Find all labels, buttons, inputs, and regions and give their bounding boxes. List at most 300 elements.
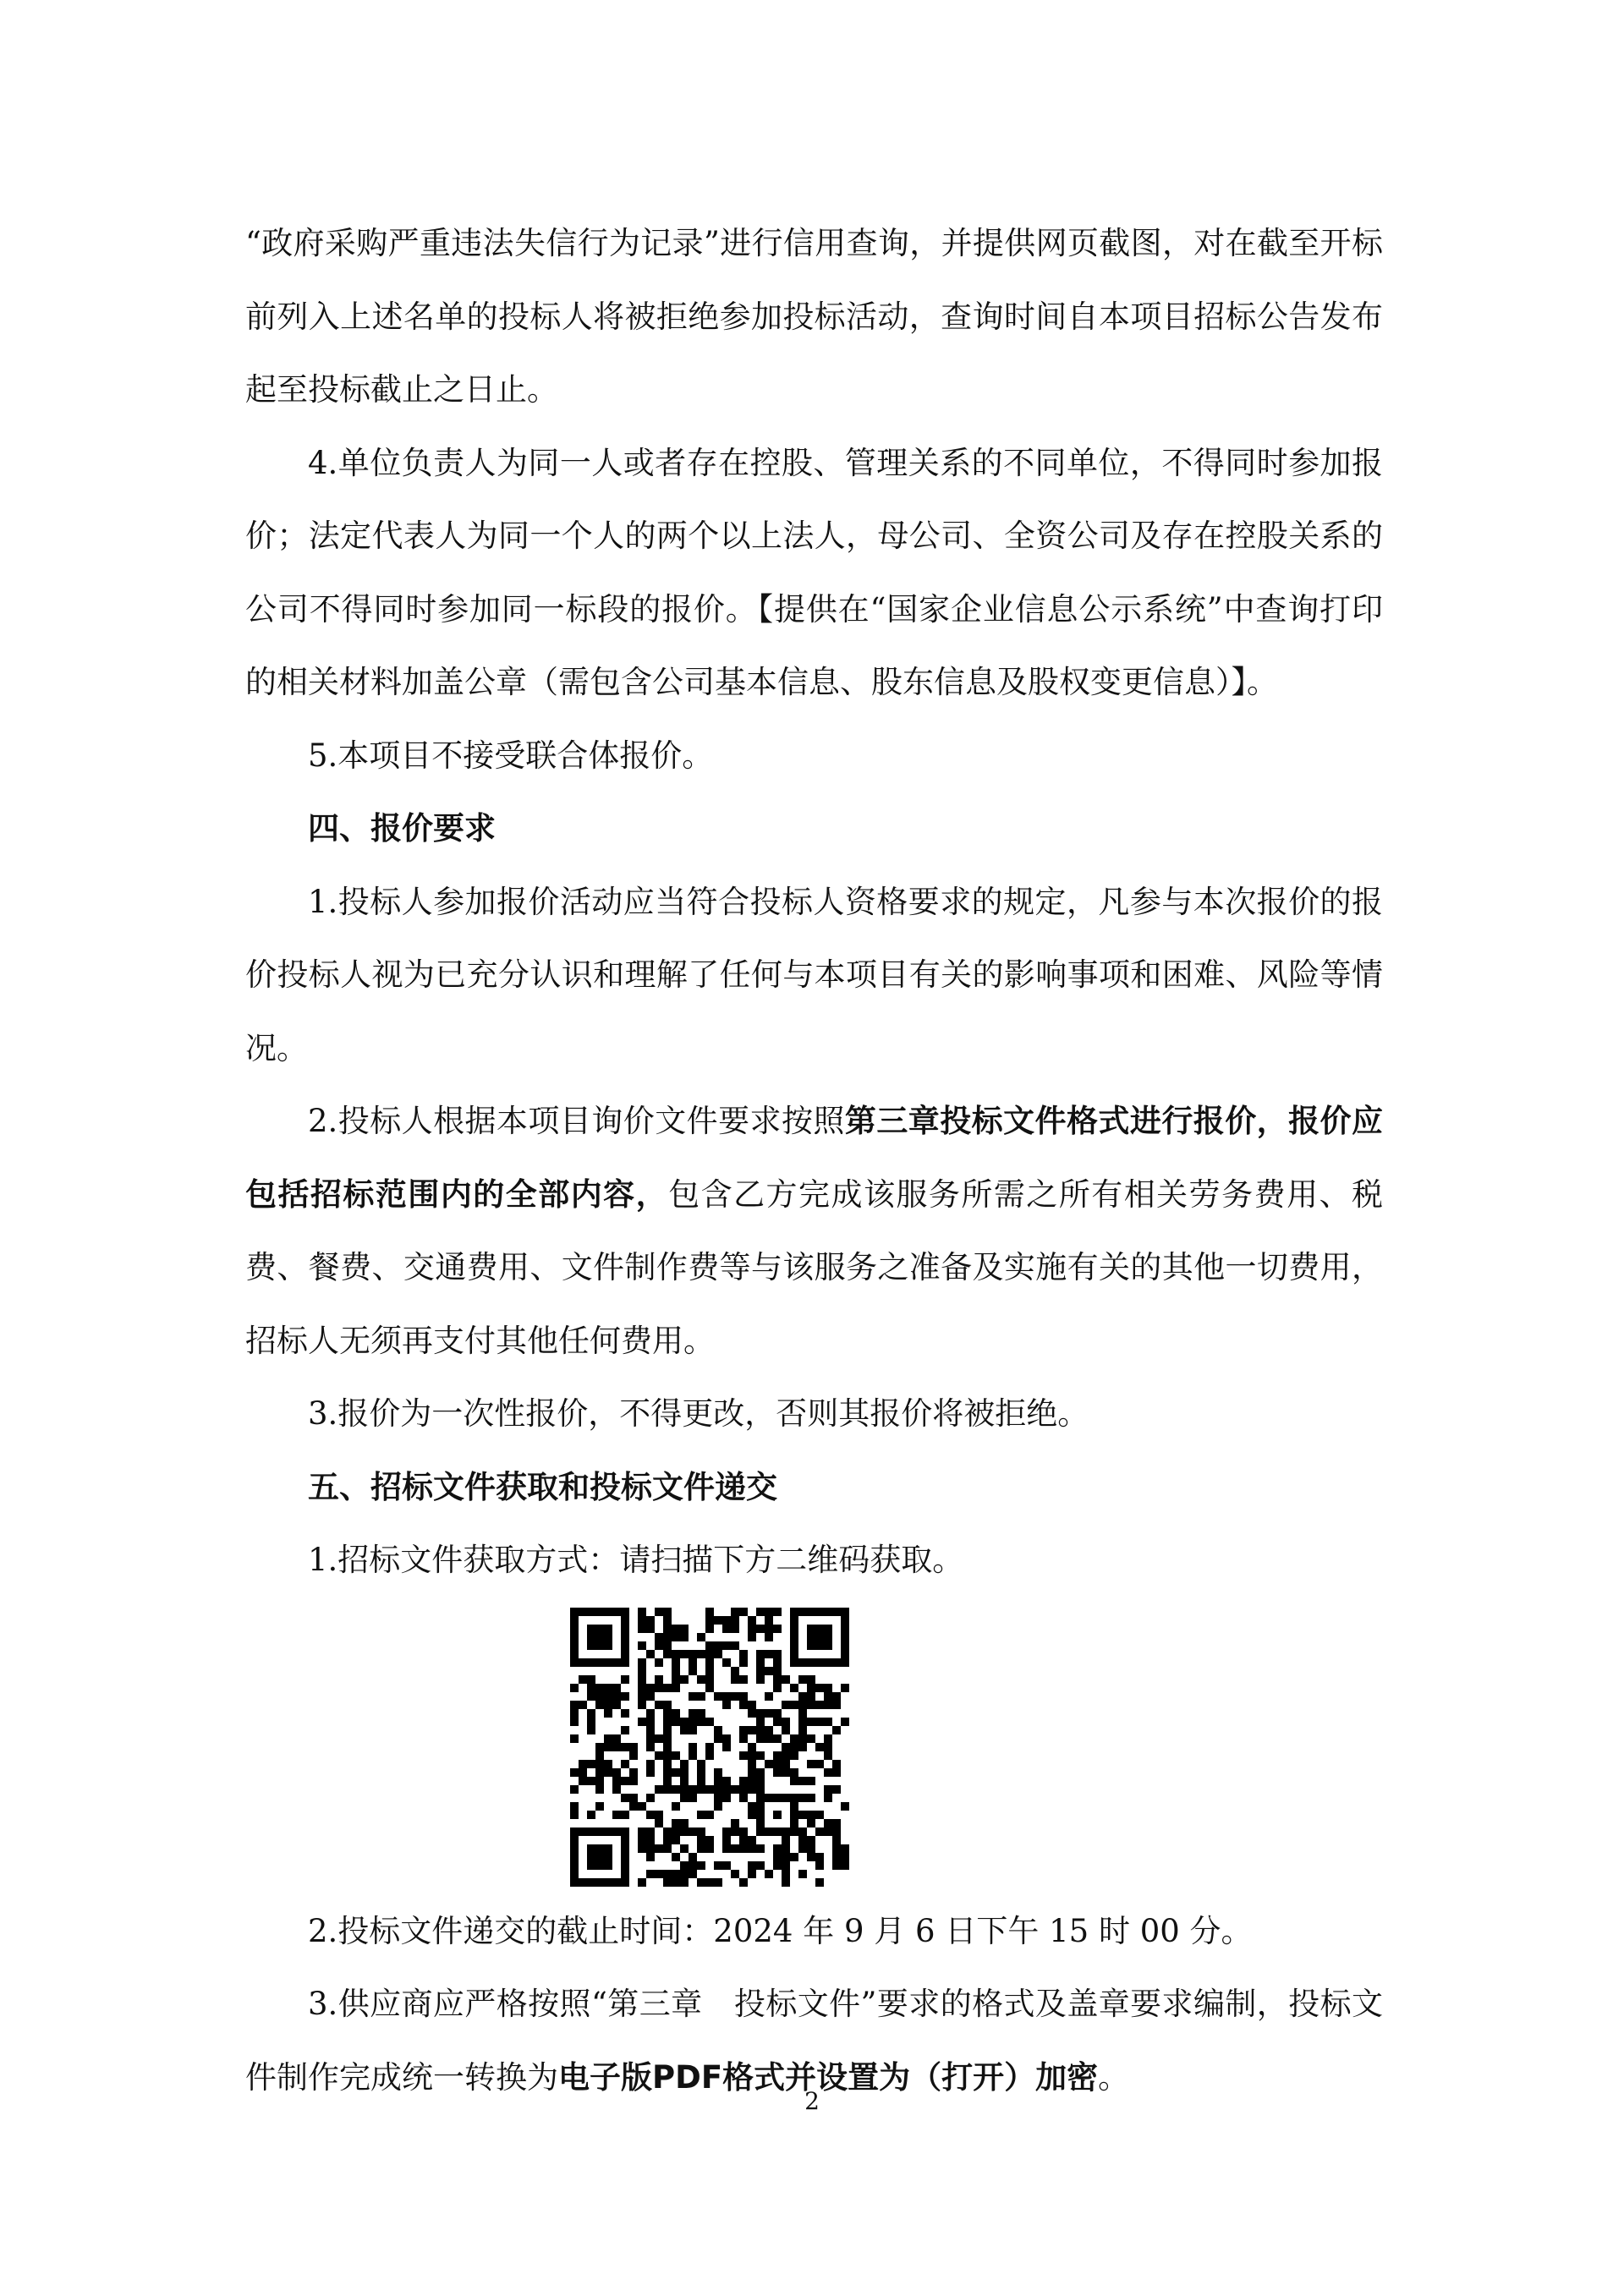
qr-module <box>705 1751 714 1760</box>
qr-module <box>672 1675 680 1684</box>
qr-module <box>807 1777 815 1785</box>
qr-module <box>739 1726 748 1734</box>
quote-format-text-c: 包含乙方完成该服务所需之所有相关劳务费用、税费、餐费、交通费用、文件制作费等与该服务之准备及实施有关的其他一切费用，招标人无须再支付其他任何费用。 <box>245 1175 1384 1359</box>
qr-module <box>570 1836 579 1844</box>
qr-module <box>748 1844 756 1853</box>
qr-module <box>621 1726 629 1734</box>
qr-module <box>570 1616 579 1625</box>
qr-module <box>663 1827 672 1836</box>
qr-module <box>773 1667 782 1675</box>
qr-module <box>680 1878 689 1887</box>
qr-module <box>587 1827 595 1836</box>
qr-module <box>765 1692 773 1701</box>
document-body <box>245 207 1383 2114</box>
qr-module <box>595 1692 604 1701</box>
qr-module <box>756 1608 765 1616</box>
qr-module <box>672 1751 680 1760</box>
qr-module <box>655 1701 663 1709</box>
qr-module <box>587 1633 595 1641</box>
qr-module <box>782 1701 790 1709</box>
qr-module <box>697 1709 705 1718</box>
qr-module <box>697 1785 705 1794</box>
qr-module <box>748 1726 756 1734</box>
qr-module <box>621 1692 629 1701</box>
qr-module <box>798 1701 807 1709</box>
qr-module <box>705 1743 714 1751</box>
qr-module <box>697 1878 705 1887</box>
qr-module <box>782 1743 790 1751</box>
qr-module <box>587 1675 595 1684</box>
qr-module <box>638 1802 646 1811</box>
qr-module <box>807 1675 815 1684</box>
qr-module <box>773 1658 782 1667</box>
qr-module <box>824 1658 832 1667</box>
qr-module <box>815 1701 824 1709</box>
qr-module <box>621 1853 629 1861</box>
qr-module <box>739 1608 748 1616</box>
qr-module <box>756 1785 765 1794</box>
qr-module <box>722 1777 731 1785</box>
qr-module <box>705 1616 714 1625</box>
qr-module <box>739 1794 748 1802</box>
qr-module <box>790 1802 798 1811</box>
qr-module <box>680 1625 689 1633</box>
qr-module <box>705 1641 714 1650</box>
qr-module <box>663 1743 672 1751</box>
qr-module <box>824 1768 832 1777</box>
qr-module <box>646 1760 655 1768</box>
qr-module <box>579 1608 587 1616</box>
qr-module <box>680 1844 689 1853</box>
qr-module <box>672 1768 680 1777</box>
qr-module <box>672 1836 680 1844</box>
qr-module <box>663 1836 672 1844</box>
qr-module <box>663 1709 672 1718</box>
qr-module <box>595 1658 604 1667</box>
qr-module <box>815 1633 824 1641</box>
qr-module <box>722 1658 731 1667</box>
qr-module <box>739 1675 748 1684</box>
paragraph-related-units: 4.单位负责人为同一人或者存在控股、管理关系的不同单位，不得同时参加报价；法定代表人为同一个人的两个以上法人，母公司、全资公司及存在控股关系的公司不得同时参加同一标段的报价。【提供在“国家企业信息公示系统”中查询打印的相关材料加盖公章（需包含公司基本信息、股东信息及股权变更信息）】。 <box>245 444 1383 700</box>
qr-module <box>595 1827 604 1836</box>
qr-module <box>570 1844 579 1853</box>
qr-module <box>595 1878 604 1887</box>
qr-module <box>731 1819 739 1827</box>
qr-module <box>604 1734 612 1743</box>
qr-module <box>841 1616 849 1625</box>
qr-module <box>612 1768 621 1777</box>
qr-module <box>748 1768 756 1777</box>
qr-module <box>756 1777 765 1785</box>
qr-module <box>739 1734 748 1743</box>
qr-module <box>595 1785 604 1794</box>
qr-module <box>621 1675 629 1684</box>
qr-module <box>579 1701 587 1709</box>
qr-module <box>832 1760 841 1768</box>
qr-module <box>672 1650 680 1658</box>
qr-module <box>655 1819 663 1827</box>
qr-module <box>705 1667 714 1675</box>
qr-module <box>672 1718 680 1726</box>
qr-module <box>604 1760 612 1768</box>
qr-module <box>621 1794 629 1802</box>
qr-module <box>832 1836 841 1844</box>
qr-module <box>655 1641 663 1650</box>
qr-module <box>595 1844 604 1853</box>
qr-module <box>655 1633 663 1641</box>
qr-module <box>570 1768 579 1777</box>
qr-module <box>705 1785 714 1794</box>
qr-module <box>782 1844 790 1853</box>
qr-module <box>714 1650 722 1658</box>
qr-module <box>765 1794 773 1802</box>
qr-module <box>621 1870 629 1878</box>
qr-module <box>595 1760 604 1768</box>
qr-module <box>841 1844 849 1853</box>
qr-module <box>570 1811 579 1819</box>
qr-module <box>807 1718 815 1726</box>
qr-module <box>790 1794 798 1802</box>
qr-module <box>629 1802 638 1811</box>
qr-module <box>587 1777 595 1785</box>
qr-module <box>655 1751 663 1760</box>
qr-module <box>697 1650 705 1658</box>
qr-module <box>680 1819 689 1827</box>
qr-module <box>756 1625 765 1633</box>
qr-module <box>638 1641 646 1650</box>
qr-module <box>756 1667 765 1675</box>
qr-module <box>663 1726 672 1734</box>
qr-module <box>807 1734 815 1743</box>
qr-module <box>663 1718 672 1726</box>
qr-module <box>765 1650 773 1658</box>
submission-format-bold-text: 电子版PDF格式并设置为（打开）加密 <box>558 2058 1099 2096</box>
qr-module <box>595 1684 604 1692</box>
qr-module <box>722 1641 731 1650</box>
qr-module <box>824 1743 832 1751</box>
qr-code-container <box>245 1597 1383 1895</box>
qr-module <box>646 1844 655 1853</box>
qr-module <box>621 1743 629 1751</box>
qr-module <box>604 1633 612 1641</box>
qr-module <box>832 1861 841 1870</box>
qr-module <box>714 1641 722 1650</box>
qr-module <box>705 1718 714 1726</box>
qr-module <box>722 1625 731 1633</box>
qr-module <box>621 1633 629 1641</box>
qr-module <box>815 1760 824 1768</box>
qr-module <box>621 1625 629 1633</box>
qr-module <box>604 1844 612 1853</box>
qr-module <box>689 1718 697 1726</box>
qr-module <box>815 1608 824 1616</box>
qr-module <box>638 1667 646 1675</box>
qr-module <box>680 1726 689 1734</box>
qr-code-icon[interactable] <box>570 1608 849 1887</box>
qr-module <box>748 1616 756 1625</box>
qr-module <box>638 1878 646 1887</box>
qr-module <box>739 1650 748 1658</box>
qr-module <box>663 1870 672 1878</box>
qr-module <box>705 1650 714 1658</box>
qr-module <box>621 1650 629 1658</box>
qr-module <box>773 1853 782 1861</box>
qr-module <box>841 1802 849 1811</box>
qr-module <box>782 1827 790 1836</box>
qr-module <box>739 1878 748 1887</box>
qr-module <box>782 1878 790 1887</box>
qr-module <box>697 1692 705 1701</box>
qr-module <box>680 1794 689 1802</box>
qr-module <box>646 1718 655 1726</box>
qr-module <box>689 1709 697 1718</box>
qr-module <box>680 1768 689 1777</box>
qr-module <box>663 1751 672 1760</box>
qr-module <box>790 1641 798 1650</box>
qr-module <box>570 1718 579 1726</box>
qr-module <box>798 1726 807 1734</box>
qr-module <box>663 1760 672 1768</box>
qr-module <box>765 1734 773 1743</box>
qr-module <box>790 1701 798 1709</box>
qr-module <box>646 1794 655 1802</box>
qr-module <box>697 1760 705 1768</box>
qr-module <box>731 1616 739 1625</box>
qr-module <box>756 1861 765 1870</box>
qr-module <box>621 1861 629 1870</box>
qr-module <box>587 1853 595 1861</box>
qr-module <box>672 1802 680 1811</box>
qr-module <box>587 1608 595 1616</box>
qr-module <box>680 1827 689 1836</box>
qr-module <box>663 1701 672 1709</box>
qr-module <box>655 1870 663 1878</box>
qr-module <box>722 1836 731 1844</box>
qr-module <box>579 1878 587 1887</box>
qr-module <box>756 1718 765 1726</box>
qr-module <box>756 1794 765 1802</box>
qr-module <box>646 1726 655 1734</box>
qr-module <box>604 1853 612 1861</box>
qr-module <box>722 1794 731 1802</box>
qr-module <box>798 1743 807 1751</box>
qr-module <box>790 1743 798 1751</box>
qr-module <box>765 1827 773 1836</box>
qr-module <box>748 1811 756 1819</box>
qr-module <box>689 1743 697 1751</box>
qr-module <box>773 1675 782 1684</box>
qr-module <box>587 1625 595 1633</box>
qr-module <box>646 1616 655 1625</box>
qr-module <box>765 1870 773 1878</box>
qr-module <box>705 1844 714 1853</box>
qr-module <box>798 1734 807 1743</box>
qr-module <box>790 1811 798 1819</box>
qr-module <box>697 1633 705 1641</box>
qr-module <box>824 1692 832 1701</box>
qr-module <box>731 1785 739 1794</box>
qr-module <box>705 1811 714 1819</box>
qr-module <box>587 1844 595 1853</box>
qr-module <box>798 1718 807 1726</box>
qr-module <box>579 1658 587 1667</box>
qr-module <box>714 1802 722 1811</box>
qr-module <box>689 1667 697 1675</box>
qr-module <box>782 1675 790 1684</box>
submission-format-text-c: 。 <box>1098 2058 1130 2096</box>
qr-module <box>832 1608 841 1616</box>
qr-module <box>595 1777 604 1785</box>
qr-module <box>612 1734 621 1743</box>
qr-module <box>604 1701 612 1709</box>
qr-module <box>798 1870 807 1878</box>
qr-module <box>570 1709 579 1718</box>
qr-module <box>595 1768 604 1777</box>
qr-module <box>672 1667 680 1675</box>
qr-module <box>841 1684 849 1692</box>
qr-module <box>663 1684 672 1692</box>
qr-module <box>570 1684 579 1692</box>
qr-module <box>663 1625 672 1633</box>
qr-module <box>638 1625 646 1633</box>
qr-module <box>579 1827 587 1836</box>
qr-module <box>731 1692 739 1701</box>
qr-module <box>832 1768 841 1777</box>
paragraph-submission-deadline: 2.投标文件递交的截止时间：2024 年 9 月 6 日下午 15 时 00 分。 <box>308 1912 1253 1949</box>
qr-module <box>646 1743 655 1751</box>
qr-module <box>697 1836 705 1844</box>
qr-module <box>663 1768 672 1777</box>
paragraph-one-time-quote: 3.报价为一次性报价，不得更改，否则其报价将被拒绝。 <box>308 1395 1089 1432</box>
qr-module <box>595 1802 604 1811</box>
qr-module <box>663 1641 672 1650</box>
qr-module <box>807 1608 815 1616</box>
qr-module <box>748 1751 756 1760</box>
qr-module <box>680 1777 689 1785</box>
qr-module <box>621 1878 629 1887</box>
qr-module <box>629 1751 638 1760</box>
qr-module <box>824 1701 832 1709</box>
qr-module <box>595 1633 604 1641</box>
qr-module <box>815 1853 824 1861</box>
qr-module <box>697 1811 705 1819</box>
qr-module <box>638 1616 646 1625</box>
qr-module <box>714 1768 722 1777</box>
qr-module <box>782 1794 790 1802</box>
qr-module <box>570 1608 579 1616</box>
qr-module <box>689 1853 697 1861</box>
qr-module <box>722 1701 731 1709</box>
qr-module <box>714 1726 722 1734</box>
qr-module <box>697 1675 705 1684</box>
qr-module <box>680 1718 689 1726</box>
qr-module <box>697 1861 705 1870</box>
qr-module <box>621 1616 629 1625</box>
qr-module <box>739 1844 748 1853</box>
qr-module <box>773 1650 782 1658</box>
qr-module <box>587 1726 595 1734</box>
qr-module <box>587 1718 595 1726</box>
qr-module <box>697 1844 705 1853</box>
qr-module <box>672 1853 680 1861</box>
qr-module <box>824 1684 832 1692</box>
qr-module <box>807 1844 815 1853</box>
qr-module <box>680 1675 689 1684</box>
qr-module <box>689 1827 697 1836</box>
paragraph-acquisition-method: 1.招标文件获取方式：请扫描下方二维码获取。 <box>308 1542 964 1578</box>
qr-module <box>756 1802 765 1811</box>
qr-module <box>689 1658 697 1667</box>
qr-module <box>604 1608 612 1616</box>
qr-module <box>697 1827 705 1836</box>
qr-module <box>773 1794 782 1802</box>
qr-module <box>612 1692 621 1701</box>
qr-module <box>638 1844 646 1853</box>
qr-module <box>824 1819 832 1827</box>
qr-module <box>595 1853 604 1861</box>
qr-module <box>638 1718 646 1726</box>
qr-module <box>841 1658 849 1667</box>
qr-module <box>739 1751 748 1760</box>
qr-module <box>731 1827 739 1836</box>
qr-module <box>587 1861 595 1870</box>
qr-module <box>697 1768 705 1777</box>
qr-module <box>570 1701 579 1709</box>
qr-module <box>722 1743 731 1751</box>
qr-module <box>672 1633 680 1641</box>
qr-module <box>672 1819 680 1827</box>
qr-module <box>638 1608 646 1616</box>
quote-format-text-a: 2.投标人根据本项目询价文件要求按照 <box>308 1103 845 1139</box>
page-number: 2 <box>804 2087 820 2115</box>
qr-module <box>587 1811 595 1819</box>
qr-module <box>798 1811 807 1819</box>
qr-module <box>773 1684 782 1692</box>
qr-module <box>773 1608 782 1616</box>
qr-module <box>739 1658 748 1667</box>
qr-module <box>739 1692 748 1701</box>
qr-module <box>824 1794 832 1802</box>
qr-module <box>612 1658 621 1667</box>
qr-module <box>832 1658 841 1667</box>
qr-module <box>807 1641 815 1650</box>
qr-module <box>587 1684 595 1692</box>
qr-module <box>807 1836 815 1844</box>
qr-module <box>646 1692 655 1701</box>
qr-module <box>798 1836 807 1844</box>
qr-module <box>739 1701 748 1709</box>
qr-module <box>782 1760 790 1768</box>
qr-module <box>595 1861 604 1870</box>
qr-module <box>807 1684 815 1692</box>
qr-module <box>748 1633 756 1641</box>
qr-module <box>782 1768 790 1777</box>
qr-module <box>612 1743 621 1751</box>
qr-module <box>714 1777 722 1785</box>
qr-module <box>680 1650 689 1658</box>
qr-module <box>765 1616 773 1625</box>
qr-module <box>587 1709 595 1718</box>
qr-module <box>824 1633 832 1641</box>
qr-module <box>638 1675 646 1684</box>
qr-module <box>621 1777 629 1785</box>
qr-module <box>655 1684 663 1692</box>
qr-module <box>621 1827 629 1836</box>
qr-module <box>782 1726 790 1734</box>
qr-module <box>595 1641 604 1650</box>
qr-module <box>646 1709 655 1718</box>
qr-module <box>807 1853 815 1861</box>
